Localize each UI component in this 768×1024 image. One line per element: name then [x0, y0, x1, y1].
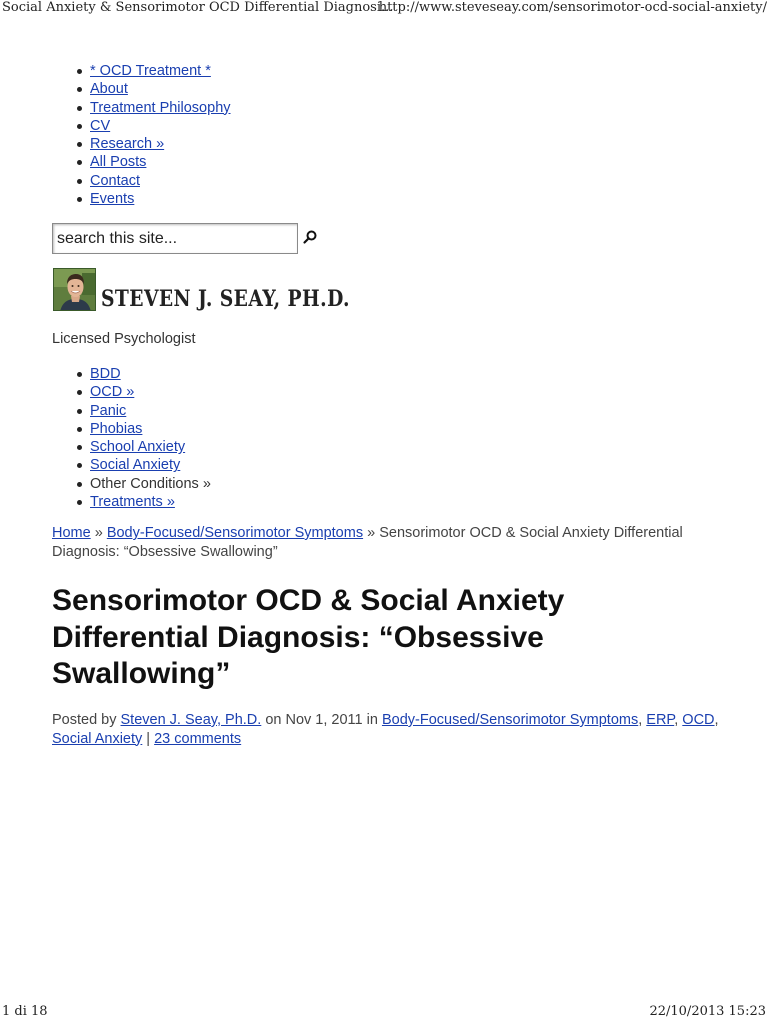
category-item-other-conditions[interactable]: Other Conditions » — [90, 475, 211, 492]
category-nav-item — [90, 493, 211, 511]
category-nav-item — [90, 456, 211, 474]
comma-separator: , — [714, 712, 719, 728]
category-tag-link[interactable]: OCD — [682, 712, 715, 728]
nav-link-contact[interactable]: Contact — [90, 172, 140, 189]
search-icon[interactable] — [302, 229, 318, 245]
category-nav — [0, 365, 211, 511]
print-footer — [0, 1002, 768, 1024]
category-tag-link[interactable]: Social Anxiety — [52, 730, 143, 747]
print-page-url: http://www.steveseay.com/sensorimotor-ocd-social-anxiety/ — [378, 0, 767, 15]
category-link-bdd[interactable]: BDD — [90, 366, 121, 382]
print-datetime: 22/10/2013 15:23 — [649, 1004, 766, 1019]
pipe-separator: | — [142, 730, 155, 747]
top-nav-item — [90, 80, 231, 98]
category-tag-link[interactable]: Body-Focused/Sensorimotor Symptoms — [381, 712, 639, 728]
category-link-ocd[interactable]: OCD » — [90, 384, 135, 401]
top-nav-item — [90, 62, 231, 80]
posted-by-label: Posted by — [52, 712, 121, 728]
top-nav-item — [90, 135, 231, 153]
category-link-school-anxiety[interactable]: School Anxiety — [90, 439, 186, 456]
avatar[interactable] — [53, 268, 96, 311]
nav-link-research[interactable]: Research » — [90, 136, 165, 153]
comma-separator: , — [674, 712, 683, 728]
author-link[interactable]: Steven J. Seay, Ph.D. — [120, 712, 262, 728]
nav-link-ocd-treatment[interactable]: * OCD Treatment * — [90, 63, 211, 79]
category-link-treatments[interactable]: Treatments » — [90, 494, 175, 511]
breadcrumb-current: Sensorimotor OCD & Social Anxiety Differential Diagnosis: “Obsessive Swallowing” — [52, 525, 683, 560]
print-page-title: Social Anxiety & Sensorimotor OCD Differential Diagnosi... — [2, 0, 394, 15]
post-date: on Nov 1, 2011 in — [261, 712, 382, 728]
category-nav-item — [90, 475, 211, 493]
comments-link[interactable]: 23 comments — [154, 730, 242, 747]
search-input[interactable] — [52, 223, 298, 254]
breadcrumb-home-link[interactable]: Home — [52, 525, 91, 541]
site-tagline: Licensed Psychologist — [52, 331, 196, 347]
top-nav — [0, 62, 231, 208]
category-tag-link[interactable]: ERP — [646, 712, 675, 728]
nav-link-cv[interactable]: CV — [90, 117, 111, 134]
breadcrumb — [52, 524, 732, 562]
category-nav-item — [90, 365, 211, 383]
category-nav-item — [90, 420, 211, 438]
category-nav-item — [90, 402, 211, 420]
category-link-phobias[interactable]: Phobias — [90, 420, 143, 437]
category-link-panic[interactable]: Panic — [90, 402, 127, 419]
top-nav-item — [90, 190, 231, 208]
top-nav-item — [90, 153, 231, 171]
category-nav-item — [90, 383, 211, 401]
search-form — [52, 223, 298, 254]
nav-link-all-posts[interactable]: All Posts — [90, 154, 147, 171]
avatar-photo-icon — [54, 269, 96, 311]
nav-link-about[interactable]: About — [90, 81, 128, 98]
comma-separator: , — [638, 712, 647, 728]
site-name[interactable]: STEVEN J. SEAY, PH.D. — [101, 286, 350, 312]
breadcrumb-category-link[interactable]: Body-Focused/Sensorimotor Symptoms — [106, 525, 364, 541]
post-title: Sensorimotor OCD & Social Anxiety Differential Diagnosis: “Obsessive Swallowing” — [52, 584, 565, 690]
top-nav-item — [90, 99, 231, 117]
breadcrumb-separator: » — [90, 525, 107, 541]
category-link-social-anxiety[interactable]: Social Anxiety — [90, 457, 181, 474]
nav-link-treatment-philosophy[interactable]: Treatment Philosophy — [90, 99, 231, 116]
category-nav-item — [90, 438, 211, 456]
print-header — [0, 0, 768, 20]
print-page-number: 1 di 18 — [2, 1004, 48, 1019]
post-meta — [52, 711, 722, 748]
nav-link-events[interactable]: Events — [90, 191, 135, 208]
breadcrumb-separator: » — [363, 525, 380, 541]
top-nav-item — [90, 117, 231, 135]
top-nav-item — [90, 172, 231, 190]
